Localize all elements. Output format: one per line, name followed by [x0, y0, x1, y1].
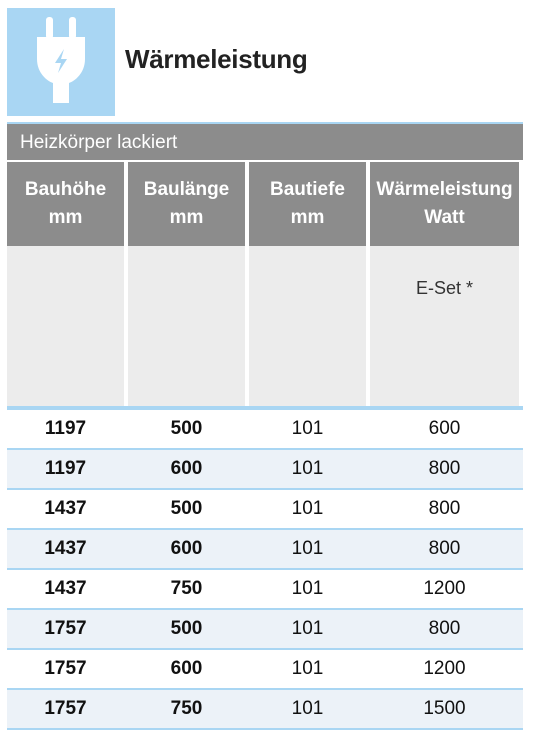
cell-height: 1757	[44, 698, 87, 719]
table-caption: Heizkörper lackiert	[7, 122, 523, 160]
cell-depth: 101	[291, 698, 324, 719]
power-plug-icon	[33, 15, 89, 110]
column-header-length: Baulänge mm	[128, 162, 245, 246]
cell-depth: 101	[291, 578, 324, 599]
subheader-row	[7, 246, 523, 406]
cell-depth: 101	[291, 658, 324, 679]
icon-box	[7, 8, 115, 116]
cell-heat-output: 800	[428, 498, 461, 519]
cell-height: 1757	[44, 658, 87, 679]
table-row	[7, 490, 523, 530]
cell-depth: 101	[291, 418, 324, 439]
cell-height: 1757	[44, 618, 87, 639]
cell-length: 600	[170, 458, 203, 479]
heat-output-table	[7, 122, 523, 730]
cell-length: 500	[170, 618, 203, 639]
cell-length: 500	[170, 418, 203, 439]
cell-length: 600	[170, 538, 203, 559]
cell-depth: 101	[291, 538, 324, 559]
page-header	[0, 0, 534, 122]
table-row	[7, 410, 523, 450]
cell-heat-output: 800	[428, 458, 461, 479]
table-row	[7, 450, 523, 490]
cell-heat-output: 800	[428, 538, 461, 559]
cell-height: 1197	[44, 458, 87, 479]
cell-depth: 101	[291, 458, 324, 479]
cell-heat-output: 1200	[423, 658, 466, 679]
table-row	[7, 650, 523, 690]
subheader-cell	[7, 246, 124, 406]
cell-heat-output: 1500	[423, 698, 466, 719]
table-row	[7, 530, 523, 570]
table-row	[7, 690, 523, 730]
cell-height: 1437	[44, 498, 87, 519]
column-header-row	[7, 162, 523, 246]
cell-height: 1197	[44, 418, 87, 439]
table-row	[7, 610, 523, 650]
table-body	[7, 410, 523, 730]
cell-height: 1437	[44, 578, 87, 599]
cell-length: 600	[170, 658, 203, 679]
cell-heat-output: 800	[428, 618, 461, 639]
column-header-depth: Bautiefe mm	[249, 162, 366, 246]
subheader-e-set: E-Set *	[370, 246, 519, 406]
cell-heat-output: 1200	[423, 578, 466, 599]
cell-length: 500	[170, 498, 203, 519]
cell-length: 750	[170, 578, 203, 599]
page-title: Wärmeleistung	[125, 44, 308, 74]
table-row	[7, 570, 523, 610]
column-header-height: Bauhöhe mm	[7, 162, 124, 246]
cell-height: 1437	[44, 538, 87, 559]
cell-depth: 101	[291, 618, 324, 639]
subheader-cell	[249, 246, 366, 406]
cell-heat-output: 600	[428, 418, 461, 439]
subheader-cell	[128, 246, 245, 406]
cell-length: 750	[170, 698, 203, 719]
column-header-heat-output: Wärmeleistung Watt	[370, 162, 519, 246]
cell-depth: 101	[291, 498, 324, 519]
